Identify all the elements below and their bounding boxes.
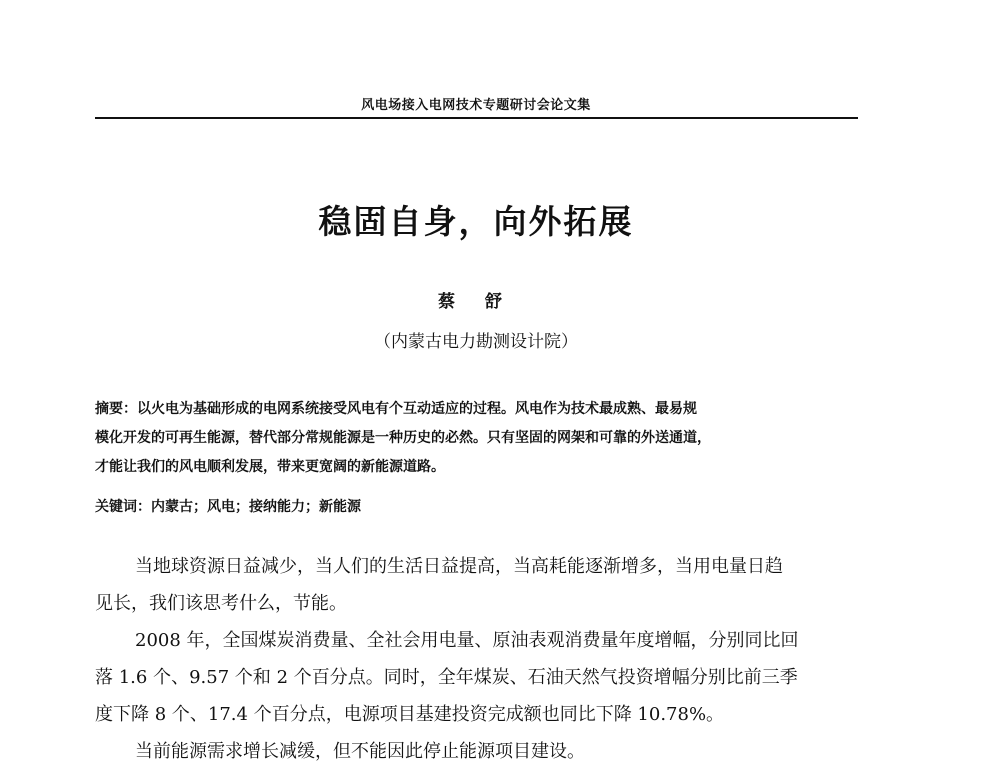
header-rule <box>95 117 858 119</box>
abstract-line: 才能让我们的风电顺利发展，带来更宽阔的新能源道路。 <box>95 459 445 475</box>
abstract <box>95 395 857 482</box>
body-line: 落 1.6 个、9.57 个和 2 个百分点。同时，全年煤炭、石油天然气投资增幅分别比前三季 <box>95 667 798 688</box>
author-name: 蔡 舒 <box>438 292 514 312</box>
running-header: 风电场接入电网技术专题研讨会论文集 <box>361 98 591 113</box>
body-line: 度下降 8 个、17.4 个百分点，电源项目基建投资完成额也同比下降 10.78%。 <box>95 704 725 725</box>
keywords-label: 关键词： <box>95 499 151 515</box>
body-line: 2008 年，全国煤炭消费量、全社会用电量、原油表观消费量年度增幅，分别同比回 <box>135 630 799 651</box>
paper-title: 稳固自身，向外拓展 <box>318 202 634 241</box>
abstract-line: 模化开发的可再生能源，替代部分常规能源是一种历史的必然。只有坚固的网架和可靠的外送通道， <box>95 430 711 446</box>
abstract-line <box>95 395 857 424</box>
body-line: 当前能源需求增长减缓，但不能因此停止能源项目建设。 <box>135 741 585 762</box>
keywords-text: 内蒙古；风电；接纳能力；新能源 <box>151 499 361 515</box>
abstract-text: 以火电为基础形成的电网系统接受风电有个互动适应的过程。风电作为技术最成熟、最易规 <box>137 401 697 417</box>
author-affiliation: （内蒙古电力勘测设计院） <box>374 332 578 352</box>
body-text <box>95 548 857 770</box>
keywords <box>95 496 857 516</box>
body-line: 当地球资源日益减少，当人们的生活日益提高，当高耗能逐渐增多，当用电量日趋 <box>135 556 783 577</box>
body-line: 见长，我们该思考什么，节能。 <box>95 593 347 614</box>
abstract-label: 摘要： <box>95 401 137 417</box>
